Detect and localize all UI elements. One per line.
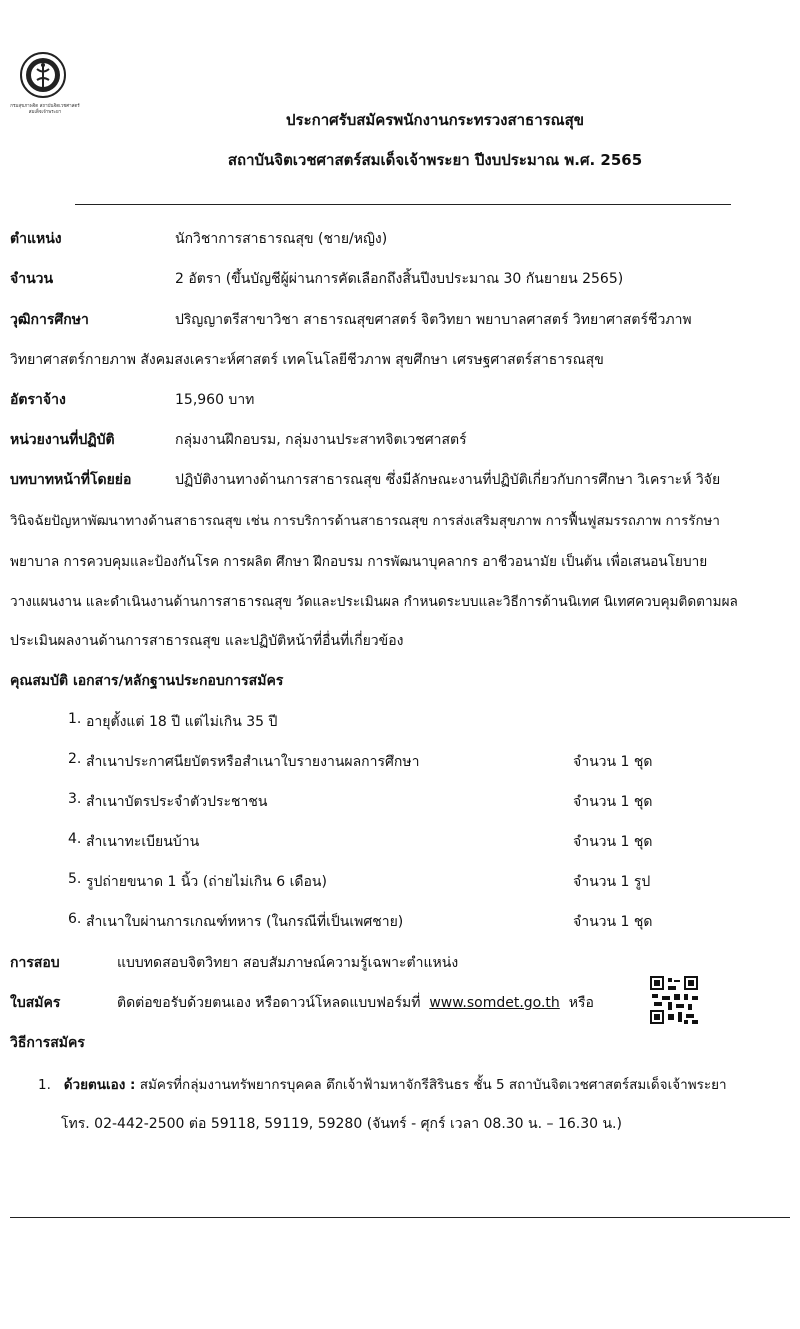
item-quantity: จำนวน 1 ชุด [573, 834, 653, 850]
salary-value: 15,960 บาท [175, 392, 255, 408]
qualification-item [10, 871, 790, 893]
method-bold-label: ด้วยตนเอง : [63, 1077, 136, 1093]
item-text: สำเนาประกาศนียบัตรหรือสำเนาใบรายงานผลการศึกษา [86, 754, 420, 770]
exam-value: แบบทดสอบจิตวิทยา สอบสัมภาษณ์ความรู้เฉพาะตำแหน่ง [117, 955, 459, 971]
item-number: 6. [68, 911, 82, 927]
method-item [38, 1073, 790, 1095]
page-title: ประกาศรับสมัครพนักงานกระทรวงสาธารณสุข [285, 111, 585, 129]
duty-line: ปฏิบัติงานทางด้านการสาธารณสุข ซึ่งมีลักษณะงานที่ปฏิบัติเกี่ยวกับการศึกษา วิเคราะห์ วิจัย [175, 472, 721, 488]
duty-line: พยาบาล การควบคุมและป้องกันโรค การผลิต ศึกษา ฝึกอบรม การพัฒนาบุคลากร อาชีวอนามัย เป็นต้น เพื่อเสนอนโยบาย [10, 554, 708, 570]
item-quantity: จำนวน 1 ชุด [573, 754, 653, 770]
item-number: 2. [68, 751, 82, 767]
position-value: นักวิชาการสาธารณสุข (ชาย/หญิง) [175, 231, 388, 247]
header-divider [75, 204, 731, 205]
exam-row [10, 952, 790, 974]
count-row [10, 268, 790, 290]
method-contact: โทร. 02-442-2500 ต่อ 59118, 59119, 59280 (จันทร์ - ศุกร์ เวลา 08.30 น. – 16.30 น.) [61, 1116, 622, 1132]
duty-label: บทบาทหน้าที่โดยย่อ [10, 472, 132, 488]
unit-row [10, 429, 790, 451]
education-label: วุฒิการศึกษา [10, 312, 89, 328]
method-heading: วิธีการสมัคร [10, 1035, 85, 1051]
footer-divider [10, 1217, 790, 1218]
application-label: ใบสมัคร [10, 995, 61, 1011]
item-number: 5. [68, 871, 82, 887]
logo-caption: กรมสุขภาพจิต สถาบันจิตเวชศาสตร์สมเด็จเจ้าพระยา [10, 104, 80, 115]
qualification-item [10, 831, 790, 853]
page-subtitle: สถาบันจิตเวชศาสตร์สมเด็จเจ้าพระยา ปีงบประมาณ พ.ศ. 2565 [227, 151, 643, 169]
qualification-item [10, 911, 790, 933]
website-link[interactable]: www.somdet.go.th [429, 995, 560, 1011]
method-line: สมัครที่กลุ่มงานทรัพยากรบุคคล ตึกเจ้าฟ้ามหาจักรีสิรินธร ชั้น 5 สถาบันจิตเวชศาสตร์สมเด็จเจ้าพระยา [139, 1077, 727, 1093]
education-row [10, 309, 790, 331]
application-value [117, 992, 594, 1014]
item-number: 1. [68, 711, 82, 727]
qualification-item [10, 751, 790, 773]
item-quantity: จำนวน 1 รูป [573, 874, 651, 890]
application-text: ติดต่อขอรับด้วยตนเอง หรือดาวน์โหลดแบบฟอร์มที่ [117, 995, 421, 1011]
qualifications-heading: คุณสมบัติ เอกสาร/หลักฐานประกอบการสมัคร [10, 673, 284, 689]
item-number: 4. [68, 831, 82, 847]
item-quantity: จำนวน 1 ชุด [573, 794, 653, 810]
method-number: 1. [38, 1077, 51, 1093]
count-label: จำนวน [10, 271, 54, 287]
count-value: 2 อัตรา (ขึ้นบัญชีผู้ผ่านการคัดเลือกถึงสิ้นปีงบประมาณ 30 กันยายน 2565) [175, 271, 624, 287]
unit-label: หน่วยงานที่ปฏิบัติ [10, 432, 115, 448]
qualification-item [10, 791, 790, 813]
salary-label: อัตราจ้าง [10, 392, 66, 408]
item-quantity: จำนวน 1 ชุด [573, 914, 653, 930]
exam-label: การสอบ [10, 955, 60, 971]
ministry-logo-icon [20, 52, 66, 98]
item-text: อายุตั้งแต่ 18 ปี แต่ไม่เกิน 35 ปี [86, 714, 278, 730]
duty-line: วินิจฉัยปัญหาพัฒนาทางด้านสาธารณสุข เช่น การบริการด้านสาธารณสุข การส่งเสริมสุขภาพ การฟื้นฟูสมรรถภาพ การรักษา [10, 514, 720, 529]
item-number: 3. [68, 791, 82, 807]
item-text: สำเนาบัตรประจำตัวประชาชน [86, 794, 268, 810]
salary-row [10, 389, 790, 411]
item-text: สำเนาใบผ่านการเกณฑ์ทหาร (ในกรณีที่เป็นเพศชาย) [86, 914, 404, 930]
application-suffix: หรือ [568, 995, 594, 1011]
qualification-item [10, 711, 790, 733]
qr-code-icon[interactable] [650, 976, 698, 1024]
position-label: ตำแหน่ง [10, 231, 62, 247]
education-value-continued: วิทยาศาสตร์กายภาพ สังคมสงเคราะห์ศาสตร์ เทคโนโลยีชีวภาพ สุขศึกษา เศรษฐศาสตร์สาธารณสุข [10, 352, 604, 368]
education-value: ปริญญาตรีสาขาวิชา สาธารณสุขศาสตร์ จิตวิทยา พยาบาลศาสตร์ วิทยาศาสตร์ชีวภาพ [175, 312, 692, 328]
duty-line: ประเมินผลงานด้านการสาธารณสุข และปฏิบัติหน้าที่อื่นที่เกี่ยวข้อง [10, 633, 404, 649]
unit-value: กลุ่มงานฝึกอบรม, กลุ่มงานประสาทจิตเวชศาสตร์ [175, 432, 467, 448]
duty-line: วางแผนงาน และดำเนินงานด้านการสาธารณสุข วัดและประเมินผล กำหนดระบบและวิธีการด้านนิเทศ นิเทศควบคุมติดตามผล [10, 594, 738, 610]
position-row [10, 228, 790, 250]
item-text: สำเนาทะเบียนบ้าน [86, 834, 200, 850]
item-text: รูปถ่ายขนาด 1 นิ้ว (ถ่ายไม่เกิน 6 เดือน) [86, 874, 327, 890]
duty-row [10, 469, 790, 491]
